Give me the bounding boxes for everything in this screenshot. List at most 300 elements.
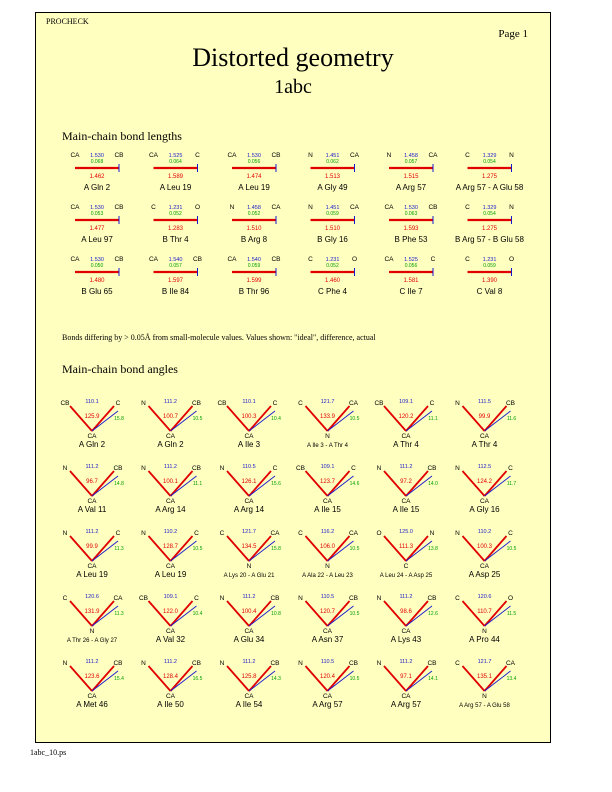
bond-atom2-label: O [194, 204, 201, 211]
angle-ideal-value: 116.2 [320, 529, 335, 535]
angle-left-atom: N [376, 595, 382, 602]
bond-ideal-value: 1.530 [90, 257, 104, 263]
angle-left-atom: N [455, 400, 460, 407]
angle-actual-value: 111.3 [398, 544, 414, 550]
bond-difference-value: 0.063 [404, 211, 418, 217]
angle-left-atom: N [62, 530, 68, 537]
bond-atom2-label: CA [349, 152, 360, 159]
angle-left-atom: CB [138, 595, 149, 602]
angle-difference-value: 14.3 [271, 676, 281, 682]
angle-actual-value: 106.0 [319, 544, 336, 550]
bond-ideal-value: 1.329 [482, 205, 497, 211]
angle-right-atom: C [115, 530, 121, 537]
angle-vertex-atom: CA [87, 563, 97, 570]
file-name: 1abc_10.ps [30, 748, 67, 757]
angle-vertex-atom: CA [244, 433, 254, 440]
angle-actual-value: 100.3 [241, 414, 257, 420]
angle-residue-label: A Gln 2 [78, 440, 106, 449]
page-subtitle: 1abc [274, 76, 312, 98]
angle-vertex-atom: CA [165, 433, 176, 440]
bond-residue-label: C Ile 7 [399, 287, 423, 296]
angle-ideal-value: 111.2 [399, 464, 413, 470]
angle-difference-value: 11.7 [506, 481, 517, 487]
angle-residue-label: A Ile 3 - A Thr 4 [307, 443, 348, 449]
angle-right-atom: N [429, 530, 435, 537]
angle-vertex-atom: CA [401, 628, 411, 635]
angle-left-atom: C [219, 530, 225, 537]
angle-vertex-atom: CA [322, 498, 333, 505]
bond-atom1-label: C [465, 152, 470, 159]
bond-atom2-label: CB [114, 152, 124, 159]
bond-ideal-value: 1.231 [168, 205, 183, 211]
angle-ideal-value: 111.2 [242, 659, 256, 665]
angle-left-atom: N [376, 660, 382, 667]
bond-atom1-label: CA [384, 256, 394, 263]
angle-vertex-atom: CA [244, 693, 254, 700]
bond-actual-value: 1.581 [403, 278, 419, 284]
bond-lengths-heading: Main-chain bond lengths [62, 129, 182, 143]
angle-ideal-value: 112.5 [477, 464, 492, 470]
angle-residue-label: A Leu 19 [76, 570, 108, 579]
bond-residue-label: B Thr 96 [238, 287, 270, 296]
bond-residue-label: A Gly 49 [317, 183, 348, 192]
angle-vertex-atom: N [482, 693, 487, 700]
angle-ideal-value: 111.2 [85, 529, 99, 535]
angle-residue-label: A Ile 15 [392, 505, 420, 514]
angle-vertex-atom: CA [479, 498, 490, 505]
bond-angles-heading: Main-chain bond angles [62, 362, 178, 376]
angle-difference-value: 13.4 [506, 676, 517, 682]
angle-residue-label: A Met 46 [76, 700, 108, 709]
angle-right-atom: CB [191, 660, 202, 667]
bond-difference-value: 0.052 [326, 263, 339, 269]
bond-atom2-label: CB [271, 152, 281, 159]
angle-difference-value: 11.1 [428, 416, 438, 422]
bond-difference-value: 0.062 [326, 159, 339, 165]
bond-actual-value: 1.390 [481, 278, 498, 284]
bond-atom2-label: CB [192, 256, 203, 263]
angle-ideal-value: 110.2 [163, 529, 178, 535]
angle-right-atom: CB [348, 660, 359, 667]
bond-actual-value: 1.510 [246, 226, 262, 232]
bond-atom1-label: C [465, 204, 470, 211]
angle-ideal-value: 121.7 [320, 399, 335, 405]
bond-actual-value: 1.480 [89, 278, 105, 284]
bond-ideal-value: 1.451 [325, 205, 340, 211]
angle-actual-value: 135.1 [476, 674, 493, 680]
bond-residue-label: A Leu 19 [159, 183, 192, 192]
angle-residue-label: A Pro 44 [469, 635, 500, 644]
bond-difference-value: 0.059 [247, 263, 261, 269]
angle-vertex-atom: CA [165, 563, 176, 570]
angle-left-atom: O [376, 530, 382, 537]
bond-atom1-label: CA [70, 204, 80, 211]
bond-difference-value: 0.068 [90, 159, 104, 165]
angle-ideal-value: 110.2 [477, 529, 492, 535]
angle-right-atom: C [351, 465, 356, 472]
angle-actual-value: 128.7 [162, 544, 179, 550]
angle-actual-value: 99.9 [86, 544, 98, 550]
angle-right-atom: C [194, 530, 199, 537]
angle-actual-value: 124.2 [476, 479, 493, 485]
angle-residue-label: A Asn 37 [311, 635, 344, 644]
angle-ideal-value: 111.2 [399, 594, 413, 600]
angle-actual-value: 133.9 [319, 414, 336, 420]
angle-difference-value: 11.5 [506, 611, 517, 617]
angle-ideal-value: 111.2 [85, 659, 99, 665]
bond-atom2-label: C [430, 256, 436, 263]
angle-left-atom: C [455, 595, 460, 602]
geometry-plots [36, 13, 552, 744]
angle-left-atom: N [219, 595, 225, 602]
angle-left-atom: CB [60, 400, 70, 407]
bond-atom1-label: N [308, 204, 313, 211]
bond-atom2-label: CB [114, 204, 124, 211]
bond-difference-value: 0.054 [483, 159, 496, 165]
angle-residue-label: A Gly 16 [469, 505, 500, 514]
bond-atom2-label: CA [271, 204, 281, 211]
angle-residue-label: A Ile 54 [235, 700, 263, 709]
angle-residue-label: A Ile 15 [314, 505, 341, 514]
angle-vertex-atom: CA [479, 563, 490, 570]
bond-actual-value: 1.275 [481, 226, 498, 232]
bonds-note: Bonds differing by > 0.05Å from small-molecule values. Values shown: "ideal", difference, actual [62, 333, 376, 342]
angle-ideal-value: 111.2 [164, 464, 177, 470]
angle-residue-label: A Arg 57 [312, 700, 343, 709]
angle-ideal-value: 111.2 [399, 659, 413, 665]
bond-difference-value: 0.057 [169, 263, 182, 269]
bond-atom2-label: N [509, 152, 514, 159]
bond-residue-label: A Leu 19 [238, 183, 270, 192]
bond-residue-label: B Glu 65 [81, 287, 113, 296]
angle-left-atom: N [298, 660, 303, 667]
angle-residue-label: A Val 32 [155, 635, 186, 644]
angle-difference-value: 10.5 [192, 546, 203, 552]
angle-difference-value: 10.8 [271, 611, 281, 617]
angle-difference-value: 15.8 [271, 546, 281, 552]
angle-difference-value: 16.5 [192, 676, 203, 682]
angle-vertex-atom: CA [322, 628, 333, 635]
bond-ideal-value: 1.530 [90, 205, 104, 211]
angle-ideal-value: 120.6 [85, 594, 99, 600]
angle-vertex-atom: CA [401, 693, 411, 700]
bond-actual-value: 1.593 [403, 226, 419, 232]
bond-ideal-value: 1.231 [482, 257, 497, 263]
angle-right-atom: CA [348, 530, 359, 537]
page-title: Distorted geometry [192, 43, 394, 72]
angle-vertex-atom: CA [244, 498, 254, 505]
angle-right-atom: CB [270, 595, 280, 602]
angle-residue-label: A Thr 26 - A Gly 27 [66, 638, 118, 644]
angle-left-atom: N [219, 660, 225, 667]
angle-difference-value: 12.6 [428, 611, 438, 617]
bond-difference-value: 0.064 [169, 159, 182, 165]
angle-difference-value: 10.5 [506, 546, 517, 552]
bond-atom1-label: CA [227, 152, 237, 159]
angle-actual-value: 131.9 [84, 609, 100, 615]
bond-ideal-value: 1.540 [168, 257, 183, 263]
bond-actual-value: 1.460 [324, 278, 341, 284]
angle-residue-label: A Thr 4 [393, 440, 419, 449]
angle-right-atom: CA [505, 660, 516, 667]
bond-atom1-label: CA [148, 152, 159, 159]
bond-atom2-label: O [508, 256, 515, 263]
bond-atom1-label: N [308, 152, 313, 159]
bond-residue-label: B Thr 4 [162, 235, 189, 244]
bond-atom1-label: CA [148, 256, 159, 263]
bond-ideal-value: 1.540 [247, 257, 261, 263]
bond-atom2-label: CB [428, 204, 438, 211]
bond-actual-value: 1.599 [246, 278, 262, 284]
angle-difference-value: 10.5 [349, 546, 360, 552]
angle-vertex-atom: CA [479, 433, 490, 440]
bond-difference-value: 0.052 [247, 211, 261, 217]
bond-actual-value: 1.275 [481, 174, 498, 180]
bond-residue-label: C Phe 4 [318, 287, 347, 296]
angle-actual-value: 97.1 [400, 674, 412, 680]
angle-right-atom: CA [270, 530, 280, 537]
angle-right-atom: C [508, 530, 513, 537]
angle-left-atom: N [219, 465, 225, 472]
angle-residue-label: A Asp 25 [468, 570, 501, 579]
angle-right-atom: C [429, 400, 435, 407]
angle-ideal-value: 109.1 [163, 594, 178, 600]
bond-residue-label: A Leu 97 [81, 235, 113, 244]
angle-vertex-atom: C [403, 563, 409, 570]
angle-actual-value: 99.9 [478, 414, 491, 420]
angle-ideal-value: 111.2 [242, 594, 256, 600]
angle-vertex-atom: CA [87, 693, 97, 700]
bond-actual-value: 1.589 [167, 174, 184, 180]
angle-residue-label: A Arg 14 [233, 505, 265, 514]
angle-right-atom: C [272, 465, 278, 472]
angle-left-atom: N [141, 660, 146, 667]
bond-ideal-value: 1.530 [90, 153, 104, 159]
angle-vertex-atom: CA [401, 498, 411, 505]
bond-atom1-label: CA [384, 204, 394, 211]
angle-right-atom: CB [270, 660, 280, 667]
bond-ideal-value: 1.231 [325, 257, 340, 263]
angle-difference-value: 10.5 [192, 416, 203, 422]
angle-actual-value: 134.5 [241, 544, 257, 550]
angle-right-atom: CB [348, 595, 359, 602]
bond-ideal-value: 1.458 [247, 205, 261, 211]
bond-difference-value: 0.054 [483, 211, 496, 217]
bond-difference-value: 0.056 [404, 263, 418, 269]
angle-residue-label: A Arg 14 [155, 505, 186, 514]
angle-vertex-atom: CA [165, 628, 176, 635]
bond-atom1-label: C [465, 256, 470, 263]
angle-vertex-atom: N [325, 563, 330, 570]
angle-right-atom: CB [191, 465, 202, 472]
angle-difference-value: 14.8 [114, 481, 124, 487]
angle-ideal-value: 125.0 [399, 529, 413, 535]
angle-left-atom: N [376, 465, 382, 472]
bond-residue-label: B Arg 57 - B Glu 58 [455, 235, 524, 244]
angle-difference-value: 11.3 [114, 546, 124, 552]
angle-residue-label: A Ile 50 [157, 700, 184, 709]
angle-right-atom: C [508, 465, 513, 472]
angle-actual-value: 100.4 [241, 609, 257, 615]
angle-residue-label: A Lys 20 - A Glu 21 [223, 573, 275, 579]
bond-ideal-value: 1.458 [404, 153, 418, 159]
bond-atom2-label: O [351, 256, 358, 263]
angle-vertex-atom: CA [165, 693, 176, 700]
angle-left-atom: CB [217, 400, 227, 407]
angle-vertex-atom: CA [322, 693, 333, 700]
angle-vertex-atom: CA [244, 628, 254, 635]
angle-left-atom: N [141, 465, 146, 472]
angle-ideal-value: 111.2 [85, 464, 99, 470]
angle-actual-value: 120.7 [319, 609, 336, 615]
angle-difference-value: 15.8 [114, 416, 124, 422]
angle-residue-label: A Leu 24 - A Asp 25 [379, 573, 433, 579]
angle-difference-value: 11.6 [506, 416, 517, 422]
bond-actual-value: 1.474 [246, 174, 262, 180]
angle-vertex-atom: CA [401, 433, 411, 440]
angle-ideal-value: 110.1 [85, 399, 99, 405]
bond-residue-label: B Arg 8 [240, 235, 268, 244]
angle-vertex-atom: N [89, 628, 95, 635]
angle-difference-value: 10.5 [349, 416, 360, 422]
angle-ideal-value: 120.6 [477, 594, 492, 600]
angle-difference-value: 10.4 [271, 416, 281, 422]
bond-residue-label: A Arg 57 - A Glu 58 [455, 183, 524, 192]
bond-residue-label: B Ile 84 [161, 287, 190, 296]
angle-left-atom: C [298, 400, 303, 407]
bond-difference-value: 0.059 [326, 211, 339, 217]
angle-actual-value: 100.3 [476, 544, 493, 550]
angle-residue-label: A Ala 22 - A Leu 23 [302, 573, 353, 579]
angle-right-atom: CB [427, 660, 437, 667]
angle-actual-value: 96.7 [86, 479, 98, 485]
angle-residue-label: A Arg 57 [390, 700, 422, 709]
angle-actual-value: 128.4 [162, 674, 179, 680]
angle-right-atom: CB [427, 595, 437, 602]
angle-residue-label: A Arg 57 - A Glu 58 [459, 703, 510, 709]
bond-residue-label: A Arg 57 [395, 183, 427, 192]
angle-right-atom: CA [348, 400, 359, 407]
angle-right-atom: CA [113, 595, 123, 602]
bond-actual-value: 1.513 [324, 174, 341, 180]
angle-vertex-atom: CA [87, 498, 97, 505]
bond-atom1-label: CA [70, 256, 80, 263]
angle-actual-value: 125.9 [84, 414, 100, 420]
angle-left-atom: N [298, 595, 303, 602]
bond-residue-label: B Phe 53 [394, 235, 428, 244]
angle-ideal-value: 111.5 [478, 399, 491, 405]
angle-left-atom: CB [295, 465, 306, 472]
bond-difference-value: 0.052 [169, 211, 182, 217]
bond-ideal-value: 1.451 [325, 153, 340, 159]
angle-left-atom: N [141, 400, 146, 407]
angle-difference-value: 14.0 [428, 481, 438, 487]
bond-atom2-label: C [195, 152, 200, 159]
angle-difference-value: 11.3 [114, 611, 124, 617]
bond-difference-value: 0.053 [90, 211, 104, 217]
angle-right-atom: C [194, 595, 199, 602]
angle-right-atom: CB [113, 465, 123, 472]
bond-difference-value: 0.050 [90, 263, 104, 269]
bond-ideal-value: 1.329 [482, 153, 497, 159]
angle-left-atom: C [62, 595, 68, 602]
angle-residue-label: A Thr 4 [471, 440, 498, 449]
angle-residue-label: A Lys 43 [390, 635, 422, 644]
angle-actual-value: 125.8 [241, 674, 257, 680]
bond-actual-value: 1.462 [89, 174, 105, 180]
bond-atom1-label: CA [227, 256, 237, 263]
bond-ideal-value: 1.530 [247, 153, 261, 159]
bond-atom1-label: N [386, 152, 392, 159]
angle-ideal-value: 111.2 [164, 659, 177, 665]
bond-residue-label: B Gly 16 [317, 235, 348, 244]
bond-actual-value: 1.510 [324, 226, 341, 232]
bond-actual-value: 1.283 [167, 226, 184, 232]
angle-actual-value: 123.6 [84, 674, 100, 680]
angle-difference-value: 15.6 [271, 481, 281, 487]
program-name: PROCHECK [46, 17, 89, 26]
angle-ideal-value: 110.1 [242, 399, 256, 405]
angle-vertex-atom: N [325, 433, 330, 440]
bond-actual-value: 1.515 [403, 174, 419, 180]
angle-vertex-atom: N [482, 628, 487, 635]
angle-residue-label: A Glu 34 [233, 635, 265, 644]
angle-vertex-atom: CA [87, 433, 97, 440]
angle-left-atom: C [455, 660, 460, 667]
bond-difference-value: 0.056 [247, 159, 261, 165]
angle-ideal-value: 110.5 [320, 659, 335, 665]
angle-vertex-atom: CA [165, 498, 176, 505]
angle-difference-value: 10.5 [349, 611, 360, 617]
angle-actual-value: 120.2 [398, 414, 414, 420]
angle-left-atom: N [455, 465, 460, 472]
bond-actual-value: 1.597 [167, 278, 184, 284]
angle-actual-value: 110.7 [477, 609, 492, 615]
page-frame [35, 12, 551, 743]
angle-difference-value: 10.5 [349, 676, 360, 682]
angle-residue-label: A Gln 2 [157, 440, 184, 449]
angle-right-atom: O [507, 595, 514, 602]
bond-atom2-label: CB [271, 256, 281, 263]
angle-left-atom: N [455, 530, 460, 537]
bond-atom2-label: CB [114, 256, 124, 263]
bond-ideal-value: 1.525 [404, 257, 418, 263]
bond-residue-label: A Gln 2 [83, 183, 111, 192]
bond-difference-value: 0.057 [404, 159, 418, 165]
angle-difference-value: 10.4 [192, 611, 203, 617]
angle-ideal-value: 109.1 [399, 399, 413, 405]
angle-residue-label: A Val 11 [77, 505, 107, 514]
angle-actual-value: 122.0 [162, 609, 179, 615]
angle-right-atom: CB [191, 400, 202, 407]
angle-left-atom: N [62, 465, 68, 472]
angle-actual-value: 126.1 [241, 479, 257, 485]
bond-atom1-label: N [229, 204, 235, 211]
angle-actual-value: 120.4 [319, 674, 336, 680]
angle-ideal-value: 111.2 [164, 399, 177, 405]
angle-right-atom: C [272, 400, 278, 407]
angle-actual-value: 97.2 [400, 479, 412, 485]
angle-residue-label: A Leu 19 [154, 570, 187, 579]
angle-ideal-value: 110.5 [320, 594, 335, 600]
angle-difference-value: 14.1 [428, 676, 438, 682]
angle-vertex-atom: N [246, 563, 252, 570]
angle-ideal-value: 109.1 [320, 464, 335, 470]
angle-difference-value: 15.4 [114, 676, 124, 682]
angle-left-atom: CB [374, 400, 384, 407]
angle-left-atom: N [141, 530, 146, 537]
bond-residue-label: C Val 8 [476, 287, 503, 296]
